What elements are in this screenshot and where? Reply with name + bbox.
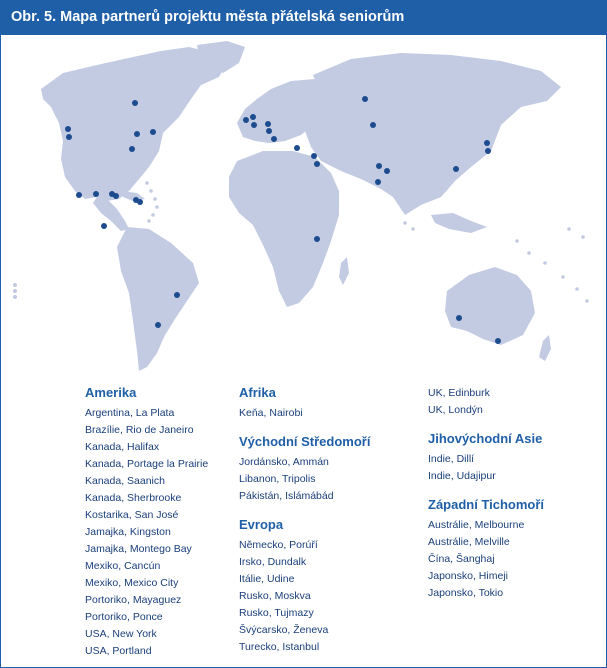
partner-city-entry: Jordánsko, Ammán [239, 456, 329, 468]
marker-sherbrooke [134, 131, 140, 137]
partner-city-entry: Mexiko, Cancún [85, 560, 161, 572]
marker-kingston [113, 193, 119, 199]
group-gap [239, 505, 370, 517]
world-map [1, 35, 606, 381]
marker-islamabad [376, 163, 382, 169]
central-america [93, 197, 129, 231]
marker-himeji [485, 148, 491, 154]
partner-city-entry: UK, Edinburk [428, 387, 490, 399]
marker-new-york [129, 146, 135, 152]
partner-city-entry: Čína, Šanghaj [428, 553, 495, 565]
marker-istanbul [294, 145, 300, 151]
partner-city-entry: Turecko, Istanbul [239, 641, 320, 653]
partner-city-entry: Irsko, Dundalk [239, 556, 307, 568]
legend-column-3 [428, 385, 544, 602]
region-heading: Jihovýchodní Asie [428, 431, 543, 446]
partner-city-entry: Kostarika, San José [85, 509, 179, 521]
marker-udajipur [375, 179, 381, 185]
group-gap [239, 422, 370, 434]
australia [445, 267, 535, 345]
partner-city-entry: Mexiko, Mexico City [85, 577, 179, 589]
marker-zeneva [266, 128, 272, 134]
asia [305, 53, 561, 215]
region-heading: Afrika [239, 385, 276, 400]
region-heading: Západní Tichomoří [428, 497, 545, 512]
marker-nairobi [314, 236, 320, 242]
region-heading: Amerika [85, 385, 137, 400]
region-heading: Evropa [239, 517, 284, 532]
partner-city-entry: Indie, Dillí [428, 453, 475, 465]
marker-tujmazy [370, 122, 376, 128]
partner-city-entry: Argentina, La Plata [85, 407, 175, 419]
legend-column-2 [239, 385, 370, 656]
figure-header [1, 1, 606, 35]
marker-halifax [150, 129, 156, 135]
marker-cancun [93, 191, 99, 197]
marker-londyn [251, 122, 257, 128]
group-gap [428, 485, 544, 497]
partner-city-entry: Itálie, Udine [239, 573, 295, 585]
partner-city-entry: Libanon, Tripolis [239, 473, 316, 485]
partner-city-entry: UK, Londýn [428, 404, 483, 416]
partner-city-entry: Keňa, Nairobi [239, 407, 303, 419]
partner-city-entry: Japonsko, Tokio [428, 587, 504, 599]
marker-sanghaj [453, 166, 459, 172]
africa [229, 151, 339, 307]
south-america [117, 227, 199, 371]
marker-dundalk [243, 117, 249, 123]
partner-city-entry: Jamajka, Montego Bay [85, 543, 192, 555]
marker-ponce [137, 199, 143, 205]
sea-islands [431, 213, 487, 233]
partner-city-entry: Austrálie, Melville [428, 536, 510, 548]
partner-city-entry: USA, New York [85, 628, 157, 640]
partner-city-entry: Portoriko, Mayaguez [85, 594, 182, 606]
marker-edinburk [250, 114, 256, 120]
partner-city-entry: Portoriko, Ponce [85, 611, 163, 623]
partner-city-entry: Brazílie, Rio de Janeiro [85, 424, 194, 436]
new-zealand [539, 335, 551, 361]
legend-column-1 [85, 385, 208, 660]
partner-city-entry: Jamajka, Kingston [85, 526, 171, 538]
continents [41, 41, 561, 371]
partner-city-entry: Německo, Porúří [239, 539, 318, 551]
partner-city-entry: Pákistán, Islámábád [239, 490, 334, 502]
partner-city-entry: Kanada, Halifax [85, 441, 160, 453]
marker-mexico-city [76, 192, 82, 198]
marker-melbourne [495, 338, 501, 344]
marker-san-jose [101, 223, 107, 229]
region-heading: Východní Středomoří [239, 434, 371, 449]
partner-city-entry: Japonsko, Himeji [428, 570, 508, 582]
marker-udine [271, 136, 277, 142]
partner-city-entry: USA, Portland [85, 645, 152, 657]
marker-amman [314, 161, 320, 167]
marker-moskva [362, 96, 368, 102]
marker-la-plata [155, 322, 161, 328]
marker-rio-de-janeiro [174, 292, 180, 298]
marker-portage-la-prairie [132, 100, 138, 106]
north-america [41, 47, 227, 201]
partner-city-entry: Austrálie, Melbourne [428, 519, 525, 531]
madagascar [339, 257, 349, 285]
marker-portland [66, 134, 72, 140]
partner-city-entry: Švýcarsko, Ženeva [239, 624, 329, 636]
partner-city-entry: Kanada, Portage la Prairie [85, 458, 209, 470]
marker-tripolis [311, 153, 317, 159]
marker-saanich [65, 126, 71, 132]
figure-title: Obr. 5. Mapa partnerů projektu města přátelská seniorům [11, 9, 405, 25]
partner-city-entry: Kanada, Saanich [85, 475, 165, 487]
partner-city-entry: Indie, Udajipur [428, 470, 496, 482]
group-gap [428, 419, 544, 431]
marker-porurí [265, 121, 271, 127]
partner-city-entry: Rusko, Tujmazy [239, 607, 314, 619]
marker-melville [456, 315, 462, 321]
marker-dilli [384, 168, 390, 174]
partner-city-entry: Kanada, Sherbrooke [85, 492, 182, 504]
marker-tokio [484, 140, 490, 146]
partner-city-entry: Rusko, Moskva [239, 590, 311, 602]
